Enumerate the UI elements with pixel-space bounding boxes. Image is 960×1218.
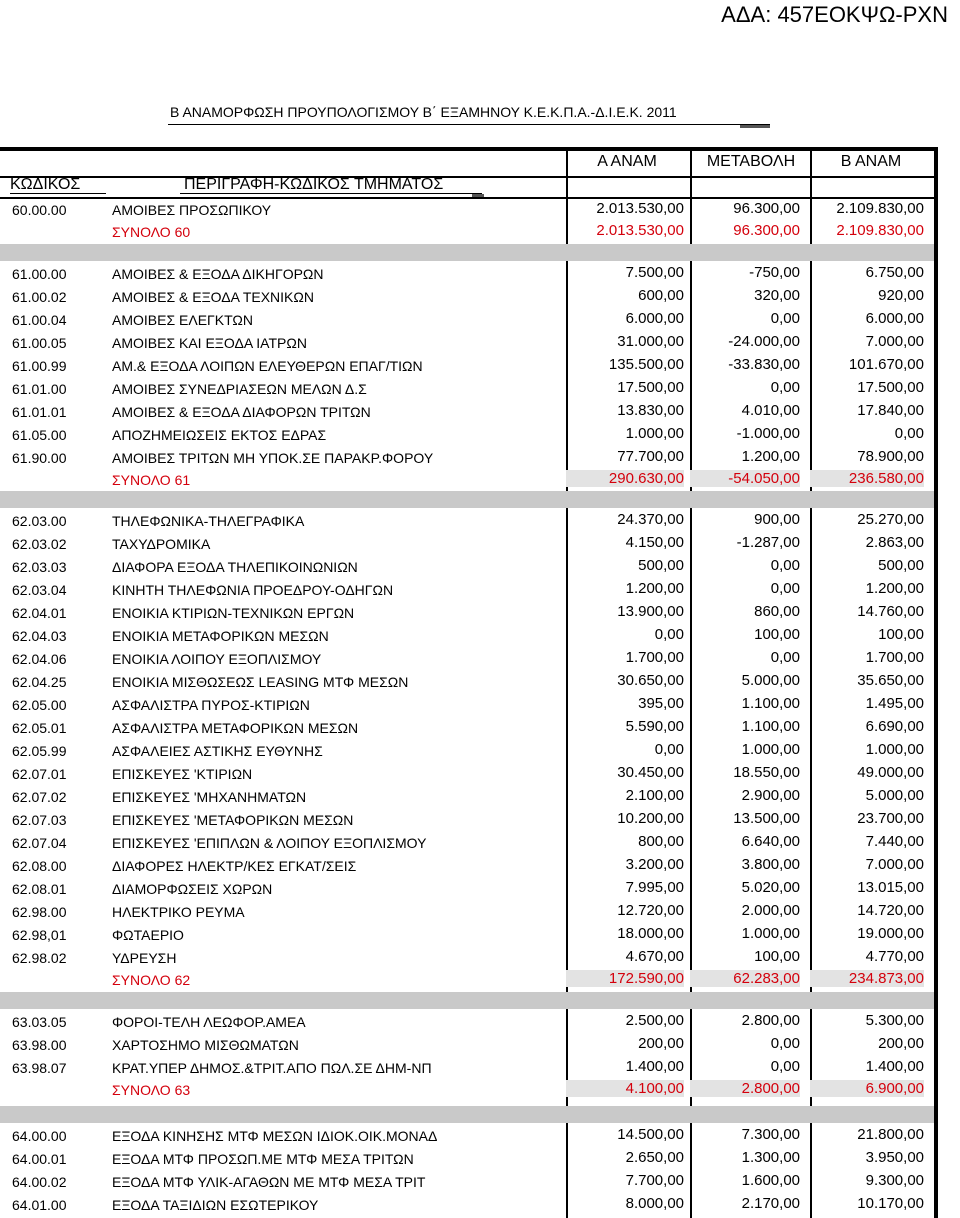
row-description: ΦΟΡΟΙ-ΤΕΛΗ ΛΕΩΦΟΡ.ΑΜΕΑ xyxy=(112,1014,306,1030)
table-row xyxy=(0,1124,934,1146)
amount-change: 2.900,00 xyxy=(741,787,800,804)
amount-a: 1.000,00 xyxy=(625,425,684,442)
account-code: 62.07.02 xyxy=(12,789,67,805)
amount-b: 7.440,00 xyxy=(865,833,924,850)
title-underline xyxy=(168,124,770,125)
account-code: 62.07.03 xyxy=(12,812,67,828)
table-row xyxy=(0,532,934,554)
table-row xyxy=(0,198,934,220)
amount-b: 101.670,00 xyxy=(848,356,924,373)
amount-b: 236.580,00 xyxy=(810,470,924,487)
amount-b: 1.000,00 xyxy=(865,741,924,758)
amount-b: 23.700,00 xyxy=(857,810,924,827)
amount-a: 800,00 xyxy=(638,833,684,850)
table-row xyxy=(0,331,934,353)
amount-change: 5.000,00 xyxy=(741,672,800,689)
amount-change: 5.020,00 xyxy=(741,879,800,896)
amount-a: 500,00 xyxy=(638,557,684,574)
table-row xyxy=(0,354,934,376)
amount-b: 1.700,00 xyxy=(865,649,924,666)
amount-b: 920,00 xyxy=(878,287,924,304)
amount-b: 7.000,00 xyxy=(865,856,924,873)
account-code: 61.05.00 xyxy=(12,427,67,443)
amount-a: 1.700,00 xyxy=(625,649,684,666)
table-row xyxy=(0,509,934,531)
amount-change: 0,00 xyxy=(770,379,800,396)
amount-b: 6.690,00 xyxy=(865,718,924,735)
amount-b: 19.000,00 xyxy=(857,925,924,942)
amount-b: 1.495,00 xyxy=(865,695,924,712)
amount-a: 0,00 xyxy=(654,626,684,643)
row-description: ΣΥΝΟΛΟ 63 xyxy=(112,1082,191,1098)
amount-change: 1.000,00 xyxy=(741,741,800,758)
amount-a: 31.000,00 xyxy=(617,333,684,350)
account-code: 61.90.00 xyxy=(12,450,67,466)
amount-a: 30.650,00 xyxy=(617,672,684,689)
table-row xyxy=(0,446,934,468)
row-description: ΕΠΙΣΚΕΥΕΣ 'ΚΤΙΡΙΩΝ xyxy=(112,766,253,782)
account-code: 62.05.00 xyxy=(12,697,67,713)
amount-change: 96.300,00 xyxy=(733,200,800,217)
amount-a: 13.830,00 xyxy=(617,402,684,419)
amount-change: 1.100,00 xyxy=(741,718,800,735)
amount-change: 900,00 xyxy=(754,511,800,528)
account-code: 62.07.04 xyxy=(12,835,67,851)
amount-a: 135.500,00 xyxy=(608,356,684,373)
account-code: 62.04.03 xyxy=(12,628,67,644)
amount-b: 10.170,00 xyxy=(857,1195,924,1212)
amount-change: 6.640,00 xyxy=(741,833,800,850)
table-row xyxy=(0,1033,934,1055)
account-code: 63.03.05 xyxy=(12,1014,67,1030)
amount-b: 49.000,00 xyxy=(857,764,924,781)
amount-change: 0,00 xyxy=(770,310,800,327)
amount-b: 25.270,00 xyxy=(857,511,924,528)
amount-change: 3.800,00 xyxy=(741,856,800,873)
row-description: ΕΞΟΔΑ ΚΙΝΗΣΗΣ ΜΤΦ ΜΕΣΩΝ ΙΔΙΟΚ.ΟΙΚ.ΜΟΝΑΔ xyxy=(112,1128,438,1144)
header-rule xyxy=(0,176,936,178)
account-code: 62.05.01 xyxy=(12,720,67,736)
account-code: 62.07.01 xyxy=(12,766,67,782)
amount-a: 1.200,00 xyxy=(625,580,684,597)
amount-change: 0,00 xyxy=(770,557,800,574)
table-row xyxy=(0,1147,934,1169)
account-code: 61.01.00 xyxy=(12,381,67,397)
table-row xyxy=(0,946,934,968)
table-row xyxy=(0,555,934,577)
account-code: 64.00.02 xyxy=(12,1174,67,1190)
amount-change: 100,00 xyxy=(754,948,800,965)
amount-b: 2.109.830,00 xyxy=(836,200,924,217)
amount-change: -1.000,00 xyxy=(736,425,800,442)
row-description: ΤΗΛΕΦΩΝΙΚΑ-ΤΗΛΕΓΡΑΦΙΚΑ xyxy=(112,513,305,529)
amount-b: 100,00 xyxy=(878,626,924,643)
table-row xyxy=(0,693,934,715)
amount-a: 4.150,00 xyxy=(625,534,684,551)
row-description: ΑΜΟΙΒΕΣ ΕΛΕΓΚΤΩΝ xyxy=(112,312,253,328)
table-right-border xyxy=(934,147,938,1218)
table-row xyxy=(0,423,934,445)
amount-a: 10.200,00 xyxy=(617,810,684,827)
amount-change: 2.800,00 xyxy=(690,1080,800,1097)
account-code: 61.00.00 xyxy=(12,266,67,282)
table-row xyxy=(0,1170,934,1192)
row-description: ΔΙΑΜΟΡΦΩΣΕΙΣ ΧΩΡΩΝ xyxy=(112,881,273,897)
amount-b: 5.000,00 xyxy=(865,787,924,804)
table-row xyxy=(0,716,934,738)
amount-a: 13.900,00 xyxy=(617,603,684,620)
table-row xyxy=(0,1056,934,1078)
account-code: 62.03.02 xyxy=(12,536,67,552)
account-code: 62.98.02 xyxy=(12,950,67,966)
amount-change: 62.283,00 xyxy=(690,970,800,987)
account-code: 62.04.06 xyxy=(12,651,67,667)
amount-change: 13.500,00 xyxy=(733,810,800,827)
account-code: 64.01.00 xyxy=(12,1197,67,1213)
amount-b: 17.500,00 xyxy=(857,379,924,396)
amount-change: 1.300,00 xyxy=(741,1149,800,1166)
account-code: 62.04.01 xyxy=(12,605,67,621)
group-separator xyxy=(0,992,934,1009)
account-code: 62.03.00 xyxy=(12,513,67,529)
amount-b: 6.750,00 xyxy=(865,264,924,281)
amount-a: 600,00 xyxy=(638,287,684,304)
amount-a: 2.013.530,00 xyxy=(596,222,684,239)
table-row xyxy=(0,762,934,784)
account-code: 61.01.01 xyxy=(12,404,67,420)
table-row xyxy=(0,900,934,922)
account-code: 62.98.00 xyxy=(12,904,67,920)
amount-a: 1.400,00 xyxy=(625,1058,684,1075)
row-description: ΣΥΝΟΛΟ 62 xyxy=(112,972,191,988)
table-row xyxy=(0,808,934,830)
amount-change: 0,00 xyxy=(770,1035,800,1052)
table-row xyxy=(0,647,934,669)
amount-a: 290.630,00 xyxy=(566,470,684,487)
row-description: ΕΞΟΔΑ ΜΤΦ ΥΛΙΚ-ΑΓΑΘΩΝ ΜΕ ΜΤΦ ΜΕΣΑ ΤΡΙΤ xyxy=(112,1174,426,1190)
amount-b: 2.863,00 xyxy=(865,534,924,551)
table-row xyxy=(0,400,934,422)
amount-change: 860,00 xyxy=(754,603,800,620)
row-description: ΑΜΟΙΒΕΣ & ΕΞΟΔΑ ΔΙΚΗΓΟΡΩΝ xyxy=(112,266,324,282)
row-description: ΚΡΑΤ.ΥΠΕΡ ΔΗΜΟΣ.&ΤΡΙΤ.ΑΠΟ ΠΩΛ.ΣΕ ΔΗΜ-ΝΠ xyxy=(112,1060,432,1076)
row-description: ΑΠΟΖΗΜΕΙΩΣΕΙΣ ΕΚΤΟΣ ΕΔΡΑΣ xyxy=(112,427,327,443)
account-code: 61.00.04 xyxy=(12,312,67,328)
amount-a: 30.450,00 xyxy=(617,764,684,781)
total-row xyxy=(0,1078,934,1100)
table-row xyxy=(0,831,934,853)
account-code: 61.00.02 xyxy=(12,289,67,305)
table-row xyxy=(0,1010,934,1032)
row-description: ΚΙΝΗΤΗ ΤΗΛΕΦΩΝΙΑ ΠΡΟΕΔΡΟΥ-ΟΔΗΓΩΝ xyxy=(112,582,394,598)
amount-b: 9.300,00 xyxy=(865,1172,924,1189)
account-code: 62.03.03 xyxy=(12,559,67,575)
amount-change: 1.100,00 xyxy=(741,695,800,712)
amount-a: 200,00 xyxy=(638,1035,684,1052)
table-row xyxy=(0,854,934,876)
row-description: ΑΜΟΙΒΕΣ ΣΥΝΕΔΡΙΑΣΕΩΝ ΜΕΛΩΝ Δ.Σ xyxy=(112,381,367,397)
row-description: ΑΣΦΑΛΙΣΤΡΑ ΠΥΡΟΣ-ΚΤΙΡΙΩΝ xyxy=(112,697,310,713)
amount-a: 77.700,00 xyxy=(617,448,684,465)
account-code: 63.98.00 xyxy=(12,1037,67,1053)
amount-b: 234.873,00 xyxy=(810,970,924,987)
header-code: ΚΩΔΙΚΟΣ xyxy=(10,176,81,193)
amount-a: 14.500,00 xyxy=(617,1126,684,1143)
row-description: ΕΝΟΙΚΙΑ ΜΕΤΑΦΟΡΙΚΩΝ ΜΕΣΩΝ xyxy=(112,628,329,644)
table-row xyxy=(0,285,934,307)
account-code: 62.04.25 xyxy=(12,674,67,690)
amount-a: 2.650,00 xyxy=(625,1149,684,1166)
account-code: 64.00.00 xyxy=(12,1128,67,1144)
row-description: ΤΑΧΥΔΡΟΜΙΚΑ xyxy=(112,536,211,552)
total-row xyxy=(0,968,934,990)
row-description: ΣΥΝΟΛΟ 61 xyxy=(112,472,191,488)
total-row xyxy=(0,220,934,242)
row-description: ΑΜΟΙΒΕΣ ΚΑΙ ΕΞΟΔΑ ΙΑΤΡΩΝ xyxy=(112,335,307,351)
amount-change: 18.550,00 xyxy=(733,764,800,781)
row-description: ΑΜΟΙΒΕΣ & ΕΞΟΔΑ ΔΙΑΦΟΡΩΝ ΤΡΙΤΩΝ xyxy=(112,404,371,420)
amount-a: 2.100,00 xyxy=(625,787,684,804)
header-col-change: ΜΕΤΑΒΟΛΗ xyxy=(706,153,796,170)
account-code: 61.00.05 xyxy=(12,335,67,351)
amount-change: 1.000,00 xyxy=(741,925,800,942)
row-description: ΑΣΦΑΛΙΣΤΡΑ ΜΕΤΑΦΟΡΙΚΩΝ ΜΕΣΩΝ xyxy=(112,720,359,736)
amount-b: 14.720,00 xyxy=(857,902,924,919)
account-code: 63.98.07 xyxy=(12,1060,67,1076)
row-description: ΧΑΡΤΟΣΗΜΟ ΜΙΣΘΩΜΑΤΩΝ xyxy=(112,1037,299,1053)
header-col-b: Β ΑΝΑΜ xyxy=(840,153,902,170)
header-code-underline xyxy=(10,193,106,194)
row-description: ΑΜΟΙΒΕΣ ΠΡΟΣΩΠΙΚΟΥ xyxy=(112,202,272,218)
row-description: ΕΝΟΙΚΙΑ ΚΤΙΡΙΩΝ-ΤΕΧΝΙΚΩΝ ΕΡΓΩΝ xyxy=(112,605,355,621)
table-row xyxy=(0,624,934,646)
amount-change: 0,00 xyxy=(770,649,800,666)
amount-change: 1.200,00 xyxy=(741,448,800,465)
table-row xyxy=(0,670,934,692)
amount-b: 2.109.830,00 xyxy=(836,222,924,239)
row-description: ΦΩΤΑΕΡΙΟ xyxy=(112,927,184,943)
amount-a: 395,00 xyxy=(638,695,684,712)
row-description: ΕΝΟΙΚΙΑ ΜΙΣΘΩΣΕΩΣ LEASING ΜΤΦ ΜΕΣΩΝ xyxy=(112,674,409,690)
amount-b: 13.015,00 xyxy=(857,879,924,896)
row-description: ΑΣΦΑΛΕΙΕΣ ΑΣΤΙΚΗΣ ΕΥΘΥΝΗΣ xyxy=(112,743,323,759)
amount-a: 7.700,00 xyxy=(625,1172,684,1189)
group-separator xyxy=(0,491,934,508)
amount-b: 14.760,00 xyxy=(857,603,924,620)
amount-b: 6.000,00 xyxy=(865,310,924,327)
header-description-underline xyxy=(180,193,482,194)
amount-a: 7.995,00 xyxy=(625,879,684,896)
amount-change: 1.600,00 xyxy=(741,1172,800,1189)
amount-b: 4.770,00 xyxy=(865,948,924,965)
group-separator xyxy=(0,1106,934,1123)
amount-a: 6.000,00 xyxy=(625,310,684,327)
amount-b: 1.200,00 xyxy=(865,580,924,597)
amount-b: 21.800,00 xyxy=(857,1126,924,1143)
row-description: ΔΙΑΦΟΡΑ ΕΞΟΔΑ ΤΗΛΕΠΙΚΟΙΝΩΝΙΩΝ xyxy=(112,559,358,575)
title-underline-shadow xyxy=(740,125,770,128)
amount-change: 320,00 xyxy=(754,287,800,304)
amount-change: -1.287,00 xyxy=(736,534,800,551)
amount-a: 18.000,00 xyxy=(617,925,684,942)
table-row xyxy=(0,578,934,600)
row-description: ΥΔΡΕΥΣΗ xyxy=(112,950,177,966)
table-row xyxy=(0,785,934,807)
account-code: 62.03.04 xyxy=(12,582,67,598)
row-description: ΑΜ.& ΕΞΟΔΑ ΛΟΙΠΩΝ ΕΛΕΥΘΕΡΩΝ ΕΠΑΓ/ΤΙΩΝ xyxy=(112,358,423,374)
amount-change: -33.830,00 xyxy=(728,356,800,373)
amount-a: 7.500,00 xyxy=(625,264,684,281)
group-separator xyxy=(0,244,934,261)
amount-b: 7.000,00 xyxy=(865,333,924,350)
row-description: ΕΞΟΔΑ ΤΑΞΙΔΙΩΝ ΕΣΩΤΕΡΙΚΟΥ xyxy=(112,1197,319,1213)
amount-change: 2.170,00 xyxy=(741,1195,800,1212)
amount-change: 100,00 xyxy=(754,626,800,643)
header-description: ΠΕΡΙΓΡΑΦΗ-ΚΩΔΙΚΟΣ ΤΜΗΜΑΤΟΣ xyxy=(184,176,444,193)
amount-change: 0,00 xyxy=(770,1058,800,1075)
row-description: ΕΝΟΙΚΙΑ ΛΟΙΠΟΥ ΕΞΟΠΛΙΣΜΟΥ xyxy=(112,651,322,667)
account-code: 62.98,01 xyxy=(12,927,67,943)
amount-a: 5.590,00 xyxy=(625,718,684,735)
amount-b: 1.400,00 xyxy=(865,1058,924,1075)
amount-b: 0,00 xyxy=(894,425,924,442)
amount-a: 0,00 xyxy=(654,741,684,758)
row-description: ΕΠΙΣΚΕΥΕΣ 'ΜΗΧΑΝΗΜΑΤΩΝ xyxy=(112,789,307,805)
amount-a: 12.720,00 xyxy=(617,902,684,919)
amount-change: 2.800,00 xyxy=(741,1012,800,1029)
table-row xyxy=(0,262,934,284)
amount-a: 4.670,00 xyxy=(625,948,684,965)
amount-b: 500,00 xyxy=(878,557,924,574)
page-title: Β ΑΝΑΜΟΡΦΩΣΗ ΠΡΟΥΠΟΛΟΓΙΣΜΟΥ Β΄ ΕΞΑΜΗΝΟΥ Κ.Ε.Κ.Π.Α.-Δ.Ι.Ε.Κ. 2011 xyxy=(170,104,677,120)
amount-b: 78.900,00 xyxy=(857,448,924,465)
total-row xyxy=(0,468,934,490)
account-code: 62.05.99 xyxy=(12,743,67,759)
amount-a: 172.590,00 xyxy=(566,970,684,987)
table-row xyxy=(0,923,934,945)
row-description: ΕΠΙΣΚΕΥΕΣ 'ΕΠΙΠΛΩΝ & ΛΟΙΠΟΥ ΕΞΟΠΛΙΣΜΟΥ xyxy=(112,835,427,851)
table-row xyxy=(0,739,934,761)
table-row xyxy=(0,877,934,899)
amount-change: -54.050,00 xyxy=(690,470,800,487)
amount-b: 35.650,00 xyxy=(857,672,924,689)
amount-a: 24.370,00 xyxy=(617,511,684,528)
row-description: ΑΜΟΙΒΕΣ & ΕΞΟΔΑ ΤΕΧΝΙΚΩΝ xyxy=(112,289,314,305)
amount-change: 7.300,00 xyxy=(741,1126,800,1143)
row-description: ΣΥΝΟΛΟ 60 xyxy=(112,224,191,240)
account-code: 64.00.01 xyxy=(12,1151,67,1167)
amount-b: 200,00 xyxy=(878,1035,924,1052)
table-row xyxy=(0,308,934,330)
table-row xyxy=(0,601,934,623)
amount-a: 4.100,00 xyxy=(566,1080,684,1097)
amount-b: 5.300,00 xyxy=(865,1012,924,1029)
amount-change: -750,00 xyxy=(749,264,800,281)
row-description: ΕΠΙΣΚΕΥΕΣ 'ΜΕΤΑΦΟΡΙΚΩΝ ΜΕΣΩΝ xyxy=(112,812,354,828)
amount-change: 2.000,00 xyxy=(741,902,800,919)
amount-a: 17.500,00 xyxy=(617,379,684,396)
row-description: ΔΙΑΦΟΡΕΣ ΗΛΕΚΤΡ/ΚΕΣ ΕΓΚΑΤ/ΣΕΙΣ xyxy=(112,858,357,874)
ada-code: ΑΔΑ: 457ΕΟΚΨΩ-ΡΧΝ xyxy=(721,2,948,27)
amount-b: 17.840,00 xyxy=(857,402,924,419)
amount-change: 96.300,00 xyxy=(733,222,800,239)
row-description: ΕΞΟΔΑ ΜΤΦ ΠΡΟΣΩΠ.ΜΕ ΜΤΦ ΜΕΣΑ ΤΡΙΤΩΝ xyxy=(112,1151,414,1167)
amount-a: 3.200,00 xyxy=(625,856,684,873)
amount-change: -24.000,00 xyxy=(728,333,800,350)
account-code: 60.00.00 xyxy=(12,202,67,218)
amount-change: 4.010,00 xyxy=(741,402,800,419)
account-code: 61.00.99 xyxy=(12,358,67,374)
amount-a: 2.500,00 xyxy=(625,1012,684,1029)
table-top-border xyxy=(0,147,938,151)
account-code: 62.08.00 xyxy=(12,858,67,874)
amount-b: 3.950,00 xyxy=(865,1149,924,1166)
amount-b: 6.900,00 xyxy=(810,1080,924,1097)
amount-a: 8.000,00 xyxy=(625,1195,684,1212)
amount-change: 0,00 xyxy=(770,580,800,597)
amount-a: 2.013.530,00 xyxy=(596,200,684,217)
table-row xyxy=(0,377,934,399)
account-code: 62.08.01 xyxy=(12,881,67,897)
row-description: ΗΛΕΚΤΡΙΚΟ ΡΕΥΜΑ xyxy=(112,904,245,920)
table-row xyxy=(0,1193,934,1215)
row-description: ΑΜΟΙΒΕΣ ΤΡΙΤΩΝ ΜΗ ΥΠΟΚ.ΣΕ ΠΑΡΑΚΡ.ΦΟΡΟΥ xyxy=(112,450,434,466)
header-col-a: Α ΑΝΑΜ xyxy=(597,153,657,170)
